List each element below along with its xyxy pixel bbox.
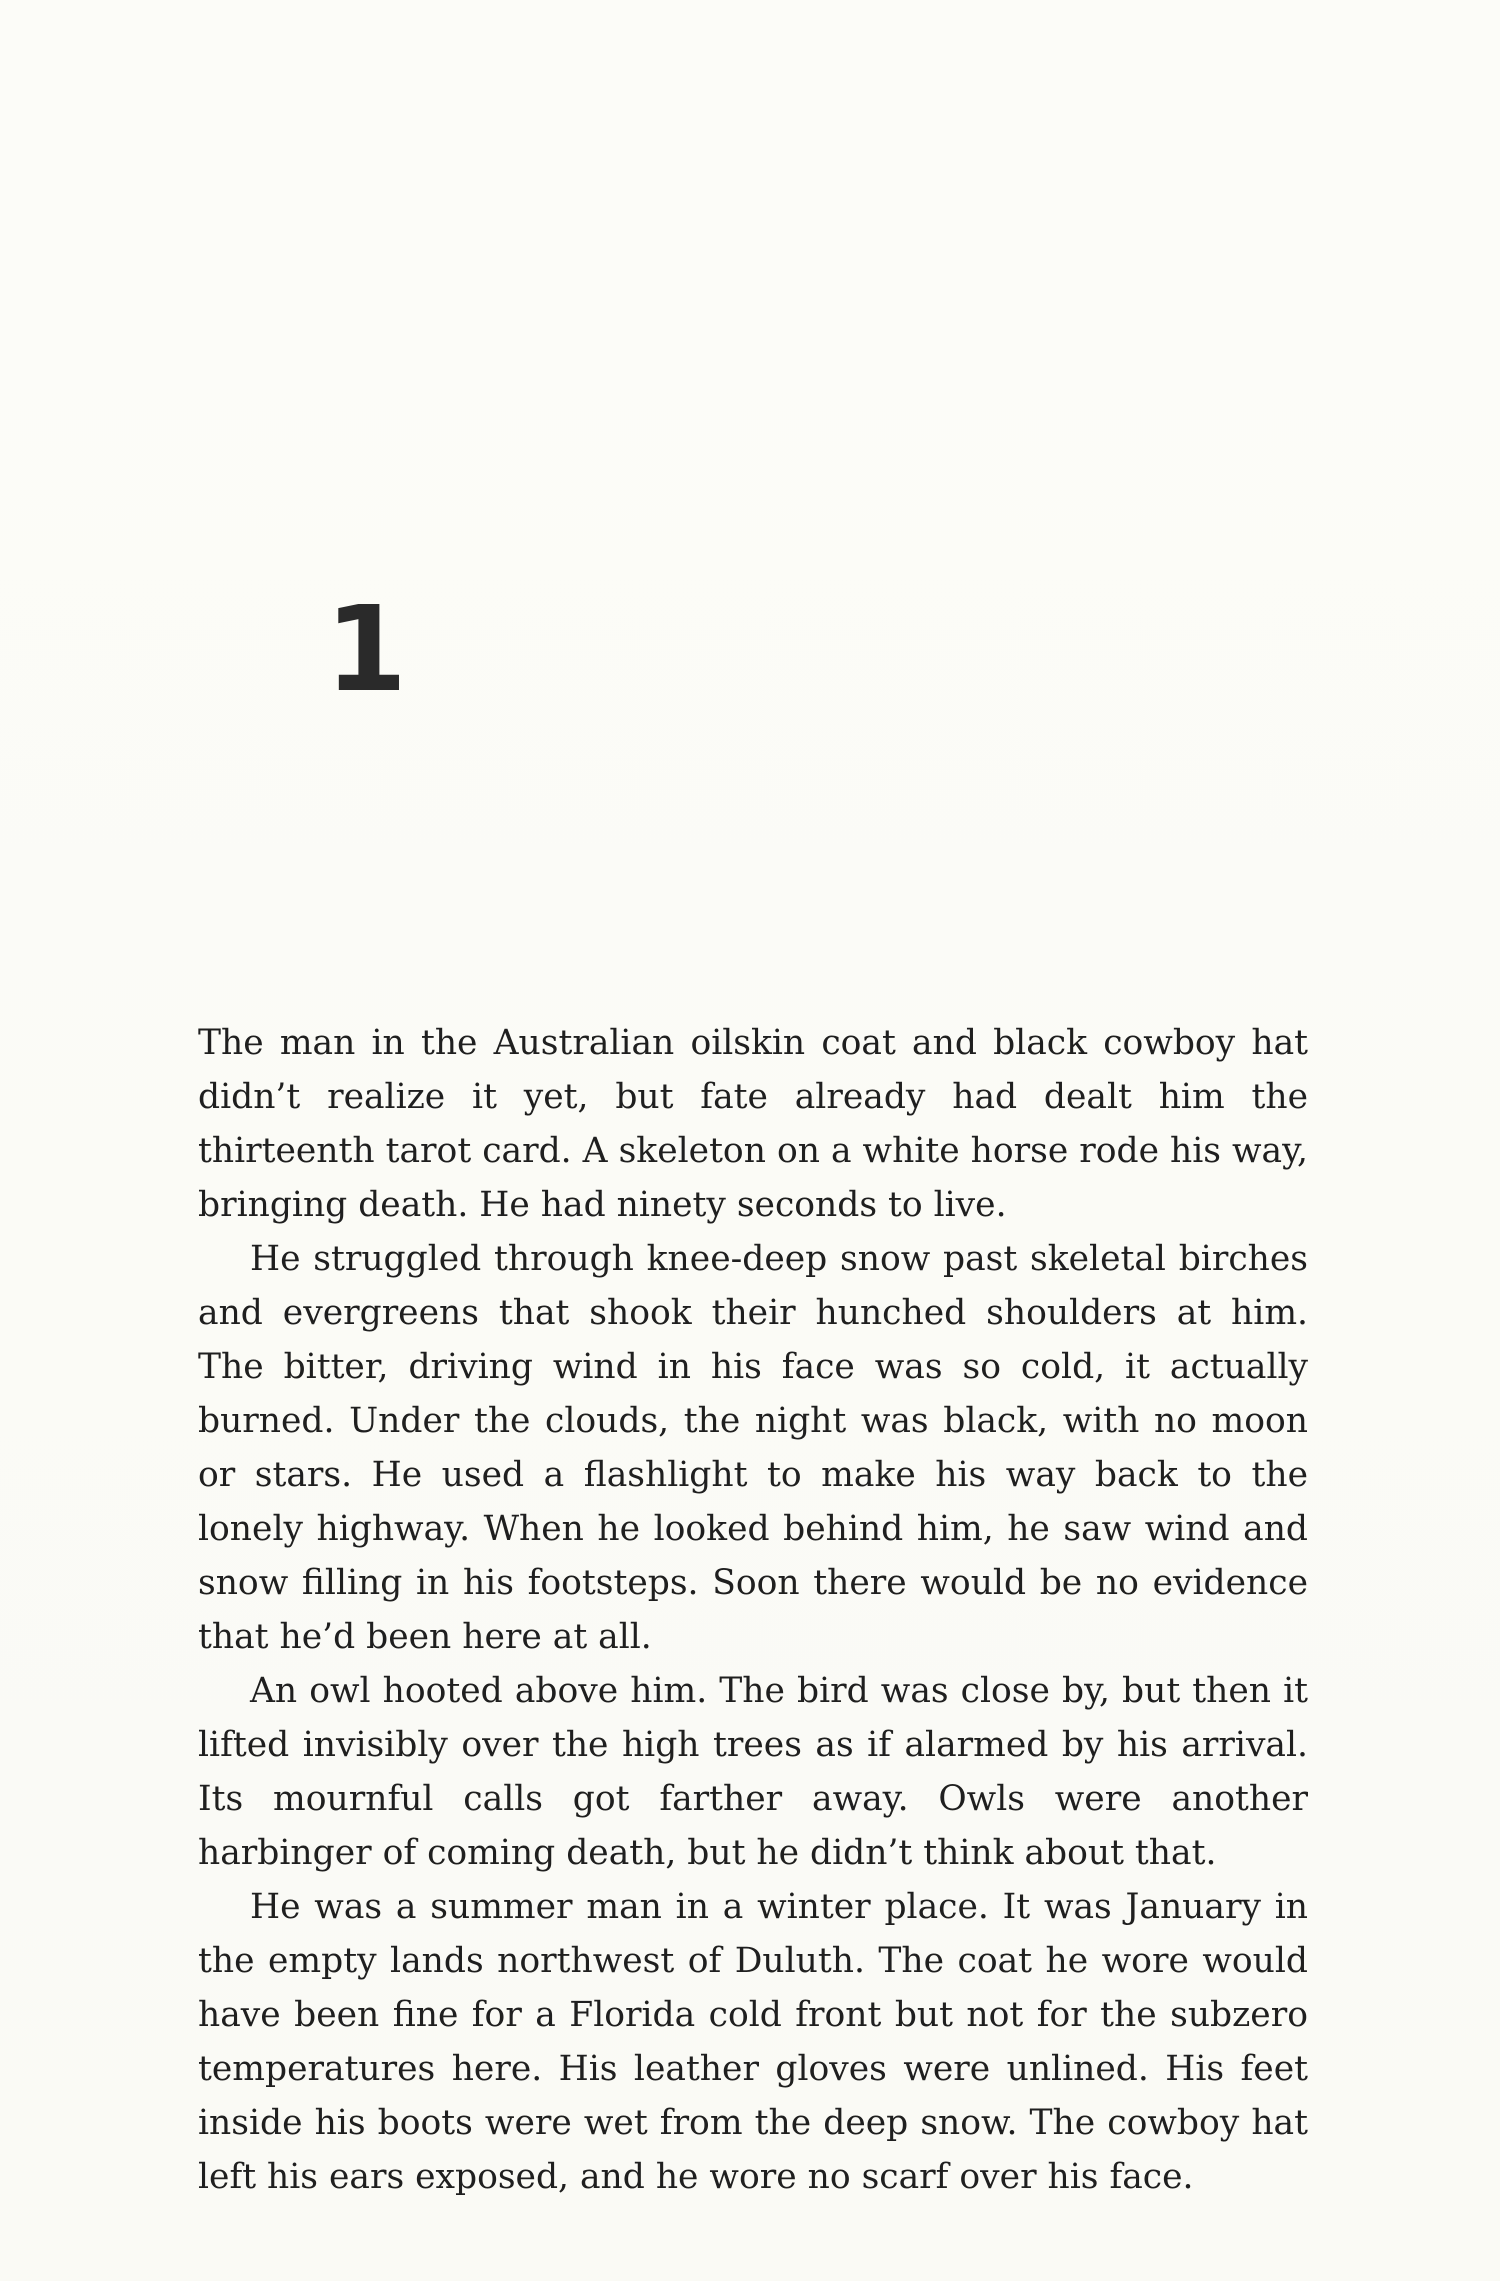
chapter-number: 1 <box>325 580 406 718</box>
paragraph: He was a summer man in a winter place. It was January in the empty lands northwest of Duluth. The coat he wore would have been fine for a Florida cold front but not for the subzero temperatures here. His leather gloves were unlined. His feet inside his boots were wet from the deep snow. The cowboy hat left his ears exposed, and he wore no scarf over his face. <box>198 1887 1308 2197</box>
paragraph: The man in the Australian oilskin coat and black cowboy hat didn’t realize it yet, but fate already had dealt him the thirteenth tarot card. A skeleton on a white horse rode his way, bringing death. He had ninety seconds to live. <box>198 1023 1308 1225</box>
chapter-body <box>198 1016 1308 2204</box>
paragraph: An owl hooted above him. The bird was close by, but then it lifted invisibly over the high trees as if alarmed by his arrival. Its mournful calls got farther away. Owls were another harbinger of coming death, but he didn’t think about that. <box>198 1671 1308 1873</box>
paragraph: He struggled through knee-deep snow past skeletal birches and evergreens that shook their hunched shoulders at him. The bitter, driving wind in his face was so cold, it actually burned. Under the clouds, the night was black, with no moon or stars. He used a flashlight to make his way back to the lonely highway. When he looked behind him, he saw wind and snow filling in his footsteps. Soon there would be no evidence that he’d been here at all. <box>198 1239 1308 1657</box>
